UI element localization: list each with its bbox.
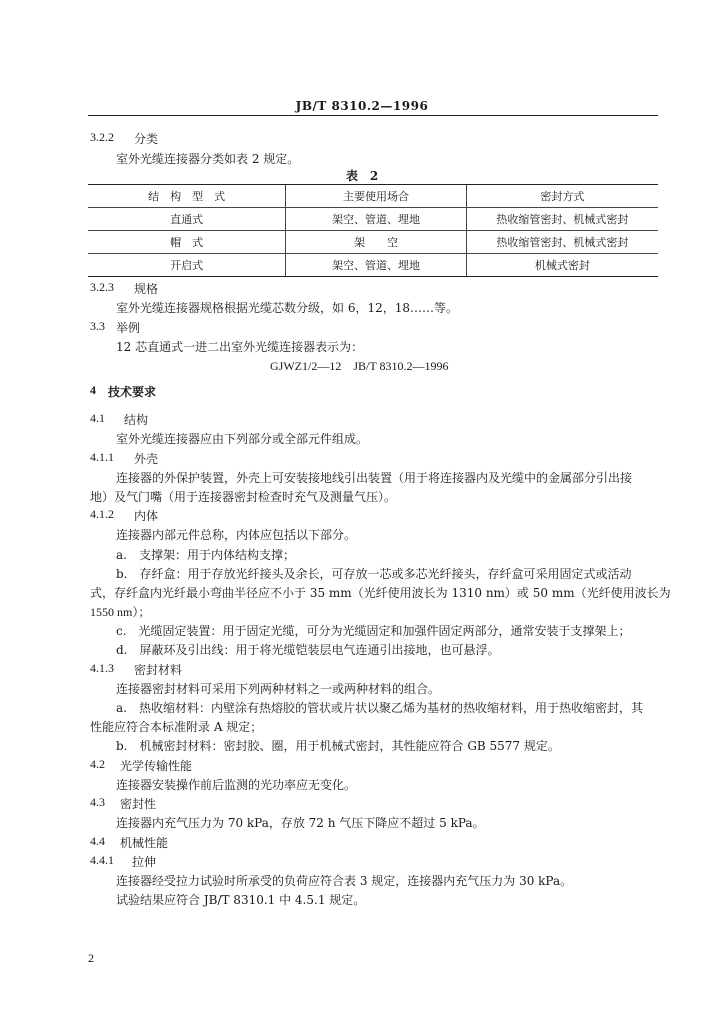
clause-3-2-3-title: 规格 [134, 282, 159, 296]
section-4-number: 4 [90, 383, 96, 397]
clause-4-4-1-text-2: 试验结果应符合 JB/T 8310.1 中 4.5.1 规定。 [116, 893, 366, 907]
clause-3-3-title: 举例 [116, 321, 141, 335]
clause-4-1-2-text: 连接器内部元件总称，内体应包括以下部分。 [116, 528, 357, 542]
section-4-title: 技术要求 [108, 385, 157, 399]
clause-3-2-2-title: 分类 [134, 132, 159, 146]
clause-4-4-1-title: 拉伸 [132, 855, 157, 869]
clause-4-3-title: 密封性 [120, 797, 157, 811]
clause-3-2-3-text: 室外光缆连接器规格根据光缆芯数分级，如 6，12，18……等。 [116, 301, 458, 315]
table-cell: 架 空 [286, 231, 466, 254]
clause-3-2-2-text: 室外光缆连接器分类如表 2 规定。 [116, 152, 300, 166]
list-item-b-line-2: 式，存纤盒内光纤最小弯曲半径应不小于 35 mm（光纤使用波长为 1310 nm）或 50 mm（光纤使用波长为 [90, 586, 671, 600]
table-cell: 热收缩管密封、机械式密封 [466, 231, 658, 254]
clause-4-4-1-text-1: 连接器经受拉力试验时所承受的负荷应符合表 3 规定，连接器内充气压力为 30 kPa。 [116, 874, 573, 888]
clause-3-2-2-number: 3.2.2 [90, 130, 114, 144]
list-item-d-shield-ring: d. 屏蔽环及引出线：用于将光缆铠装层电气连通引出接地，也可悬浮。 [116, 643, 500, 657]
table-row [88, 231, 658, 254]
header-rule [88, 115, 658, 116]
clause-4-3-number: 4.3 [90, 795, 105, 809]
table-2 [88, 184, 658, 277]
clause-4-2-number: 4.2 [90, 757, 105, 771]
designation-example: GJWZ1/2—12 JB/T 8310.2—1996 [270, 359, 449, 373]
clause-4-1-2-title: 内体 [134, 509, 159, 523]
table-cell: 开启式 [88, 254, 286, 277]
clause-4-2-title: 光学传输性能 [120, 759, 193, 773]
table-cell: 直通式 [88, 208, 286, 231]
list-item-b-mechanical-seal: b. 机械密封材料：密封胶、圈，用于机械式密封，其性能应符合 GB 5577 规定。 [116, 739, 560, 753]
table-header-cell: 密封方式 [466, 185, 658, 208]
clause-3-3-number: 3.3 [90, 319, 105, 333]
table-header-row [88, 185, 658, 208]
table-2-caption: 表 2 [345, 169, 379, 183]
clause-4-1-title: 结构 [124, 413, 149, 427]
clause-4-1-1-title: 外壳 [134, 452, 159, 466]
clause-3-3-text: 12 芯直通式一进二出室外光缆连接器表示为： [116, 340, 364, 354]
list-item-b-line-1: b. 存纤盒：用于存放光纤接头及余长，可存放一芯或多芯光纤接头，存纤盒可采用固定式或活动 [116, 567, 632, 581]
table-row [88, 254, 658, 277]
clause-4-4-number: 4.4 [90, 834, 105, 848]
clause-4-1-3-number: 4.1.3 [90, 661, 114, 675]
clause-4-4-1-number: 4.4.1 [90, 853, 114, 867]
clause-4-1-1-line-1: 连接器的外保护装置，外壳上可安装接地线引出装置（用于将连接器内及光缆中的金属部分引出接 [116, 471, 633, 485]
table-cell: 热收缩管密封、机械式密封 [466, 208, 658, 231]
table-cell: 架空、管道、埋地 [286, 208, 466, 231]
list-item-a-heat-shrink-line-2: 性能应符合本标准附录 A 规定； [90, 720, 263, 734]
clause-4-1-1-line-2: 地）及气门嘴（用于连接器密封检查时充气及测量气压）。 [90, 490, 397, 504]
clause-3-2-3-number: 3.2.3 [90, 280, 114, 294]
list-item-a-heat-shrink-line-1: a. 热收缩材料：内壁涂有热熔胶的管状或片状以聚乙烯为基材的热收缩材料，用于热收缩密封，其 [116, 701, 643, 715]
clause-4-1-1-number: 4.1.1 [90, 450, 114, 464]
list-item-a-support-frame: a. 支撑架：用于内体结构支撑； [116, 548, 295, 562]
table-header-cell: 结 构 型 式 [88, 185, 286, 208]
table-cell: 机械式密封 [466, 254, 658, 277]
clause-4-3-text: 连接器内充气压力为 70 kPa，存放 72 h 气压下降应不超过 5 kPa。 [116, 816, 485, 830]
clause-4-1-3-title: 密封材料 [134, 663, 183, 677]
clause-4-1-2-number: 4.1.2 [90, 507, 114, 521]
table-cell: 帽 式 [88, 231, 286, 254]
table-row [88, 208, 658, 231]
clause-4-1-text: 室外光缆连接器应由下列部分或全部元件组成。 [116, 432, 369, 446]
table-cell: 架空、管道、埋地 [286, 254, 466, 277]
list-item-b-line-3: 1550 nm）； [90, 605, 151, 619]
clause-4-4-title: 机械性能 [120, 836, 169, 850]
list-item-c-cable-fixing: c. 光缆固定装置：用于固定光缆，可分为光缆固定和加强件固定两部分，通常安装于支撑架上； [116, 624, 631, 638]
clause-4-1-3-text: 连接器密封材料可采用下列两种材料之一或两种材料的组合。 [116, 682, 441, 696]
standard-number-header: JB/T 8310.2—1996 [295, 99, 429, 113]
clause-4-2-text: 连接器安装操作前后监测的光功率应无变化。 [116, 778, 357, 792]
page-number: 2 [88, 951, 94, 965]
clause-4-1-number: 4.1 [90, 411, 105, 425]
table-header-cell: 主要使用场合 [286, 185, 466, 208]
